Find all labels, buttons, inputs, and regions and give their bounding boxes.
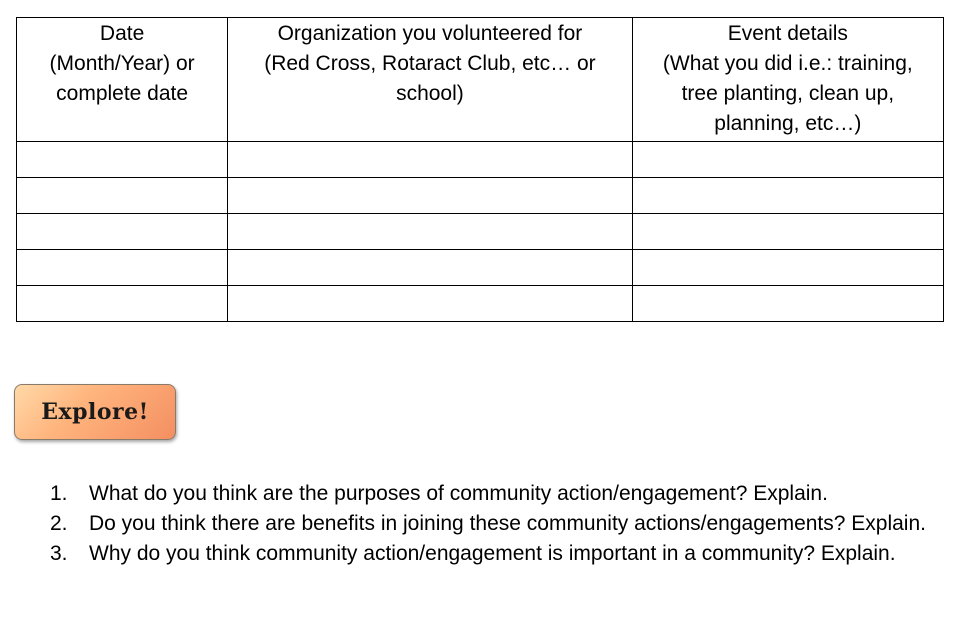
explore-badge (14, 384, 176, 440)
question-text: Do you think there are benefits in joining these community actions/engagements? Explain. (89, 512, 926, 535)
explore-label: Explore! (41, 399, 149, 425)
table-row (17, 286, 944, 322)
organization-cell[interactable] (228, 178, 632, 214)
date-cell[interactable] (17, 286, 228, 322)
list-item (50, 479, 952, 509)
question-number: 1. (50, 482, 68, 505)
organization-cell[interactable] (228, 142, 632, 178)
header-organization: Organization you volunteered for (Red Cross, Rotaract Club, etc… or school) (228, 18, 632, 142)
question-list (50, 479, 952, 569)
date-cell[interactable] (17, 178, 228, 214)
table-header-row (17, 18, 944, 142)
event-details-cell[interactable] (632, 178, 943, 214)
table-row (17, 250, 944, 286)
volunteer-log-table (16, 17, 944, 322)
header-date: Date (Month/Year) or complete date (17, 18, 228, 142)
event-details-cell[interactable] (632, 214, 943, 250)
table-row (17, 214, 944, 250)
date-cell[interactable] (17, 250, 228, 286)
event-details-cell[interactable] (632, 286, 943, 322)
question-number: 3. (50, 542, 68, 565)
organization-cell[interactable] (228, 286, 632, 322)
table-row (17, 142, 944, 178)
table-row (17, 178, 944, 214)
event-details-cell[interactable] (632, 142, 943, 178)
organization-cell[interactable] (228, 214, 632, 250)
list-item (50, 509, 952, 539)
date-cell[interactable] (17, 142, 228, 178)
organization-cell[interactable] (228, 250, 632, 286)
question-text: Why do you think community action/engagement is important in a community? Explain. (89, 542, 896, 565)
date-cell[interactable] (17, 214, 228, 250)
list-item (50, 539, 952, 569)
header-event-details: Event details (What you did i.e.: training, tree planting, clean up, planning, etc…) (632, 18, 943, 142)
event-details-cell[interactable] (632, 250, 943, 286)
question-text: What do you think are the purposes of community action/engagement? Explain. (89, 482, 828, 505)
question-number: 2. (50, 512, 68, 535)
